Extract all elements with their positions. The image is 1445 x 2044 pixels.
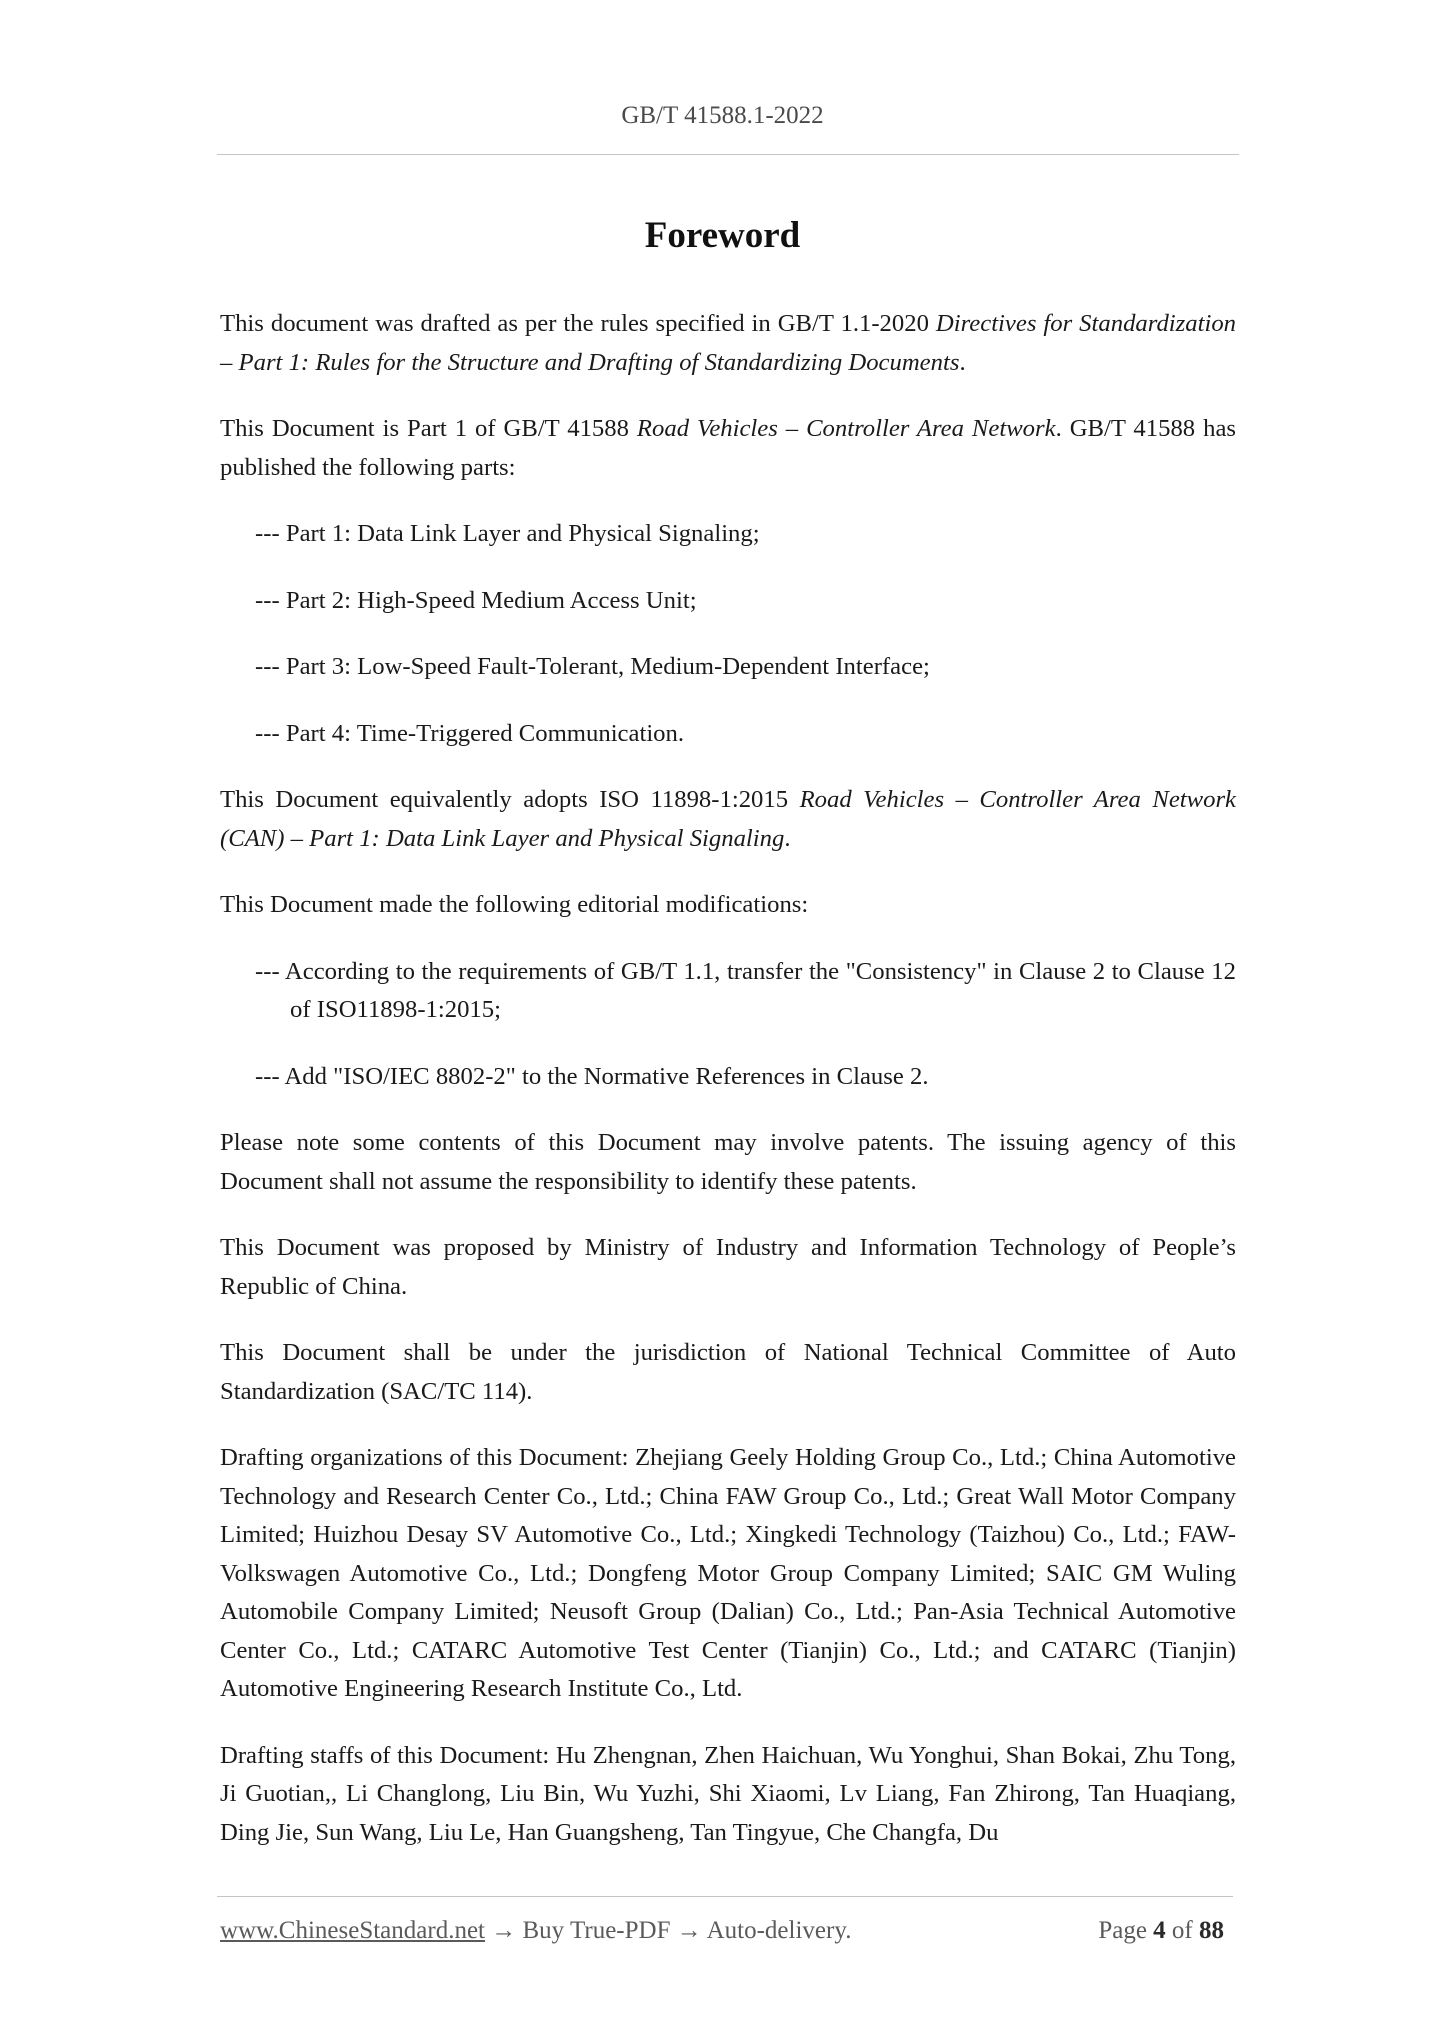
text-run: . [784,824,791,852]
paragraph-drafting-staffs: Drafting staffs of this Document: Hu Zhengnan, Zhen Haichuan, Wu Yonghui, Shan Bokai, Zhu Tong, Ji Guotian,, Li Changlong, Liu Bin, Wu Yuzhi, Shi Xiaomi, Lv Liang, Fan Zhirong, Tan Huaqiang, Ding Jie, Sun Wang, Liu Le, Han Guangsheng, Tan Tingyue, Che Changfa, Du [220,1741,1236,1846]
paragraph-jurisdiction: This Document shall be under the jurisdiction of National Technical Committee of Auto Standardization (SAC/TC 114). [220,1339,1236,1405]
list-item-modification: --- According to the requirements of GB/T 1.1, transfer the "Consistency" in Clause 2 to Clause 12 of ISO11898-1:2015; [255,957,1236,1023]
auto-delivery-text: Auto-delivery. [706,1917,852,1944]
document-title-italic: Road Vehicles – Controller Area Network (CAN) – Part 1: Data Link Layer and Physical Signaling [220,786,1237,852]
paragraph-adoption [220,781,1236,858]
page-total: 88 [1199,1917,1224,1944]
list-item-part: --- Part 4: Time-Triggered Communication. [255,719,685,747]
page-current: 4 [1153,1917,1166,1944]
list-item-part: --- Part 2: High-Speed Medium Access Unit; [255,586,697,614]
list-item-part: --- Part 3: Low-Speed Fault-Tolerant, Medium-Dependent Interface; [255,653,930,680]
paragraph-part-info [220,410,1236,487]
text-run: . GB/T 41588 has published the following parts: [220,415,1237,481]
paragraph-drafting-organizations: Drafting organizations of this Document: Zhejiang Geely Holding Group Co., Ltd.; China Automotive Technology and Research Center Co., Ltd.; China FAW Group Co., Ltd.; Great Wall Motor Company Limited; Huizhou Desay SV Automotive Co., Ltd.; Xingkedi Technology (Taizhou) Co., Ltd.; FAW-Volkswagen Automotive Co., Ltd.; Dongfeng Motor Group Company Limited; SAIC GM Wuling Automobile Company Limited; Neusoft Group (Dalian) Co., Ltd.; Pan-Asia Technical Automotive Center Co., Ltd.; CATARC Automotive Test Center (Tianjin) Co., Ltd.; and CATARC (Tianjin) Automotive Engineering Research Institute Co., Ltd. [220,1444,1236,1702]
text-run: This document was drafted as per the rules specified in GB/T 1.1-2020 [220,310,936,337]
list-item-part: --- Part 1: Data Link Layer and Physical Signaling; [255,520,760,547]
arrow-icon: → [670,1917,707,1944]
document-title-italic: Road Vehicles – Controller Area Network [636,415,1056,442]
paragraph-proposed-by: This Document was proposed by Ministry of Industry and Information Technology of People’s Republic of China. [220,1234,1236,1300]
paragraph-drafting-rules [220,305,1236,382]
text-run: . [959,348,966,376]
arrow-icon: → [485,1917,523,1944]
paragraph-patents: Please note some contents of this Document may involve patents. The issuing agency of this Document shall not assume the responsibility to identify these patents. [220,1129,1236,1195]
page-label: Page [1098,1917,1147,1944]
footer-divider [217,1896,1233,1897]
paragraph-modifications-intro: This Document made the following editorial modifications: [220,891,809,918]
footer-promo [220,1917,851,1945]
document-title-italic: Directives for Standardization – Part 1: Rules for the Structure and Drafting of Standardizing Documents [220,310,1237,376]
foreword-body [220,305,1236,1880]
document-code-header: GB/T 41588.1-2022 [621,102,824,129]
text-run: This Document equivalently adopts ISO 11898-1:2015 [220,786,800,813]
text-run: This Document is Part 1 of GB/T 41588 [220,415,637,442]
header-divider [217,154,1239,155]
buy-true-pdf-text: Buy True-PDF [522,1917,671,1944]
page-of-label: of [1171,1917,1193,1944]
page-title: Foreword [644,215,801,256]
list-item-modification: --- Add "ISO/IEC 8802-2" to the Normative References in Clause 2. [255,1062,929,1090]
site-link[interactable]: www.ChineseStandard.net [220,1917,485,1944]
page-number [1098,1917,1224,1945]
